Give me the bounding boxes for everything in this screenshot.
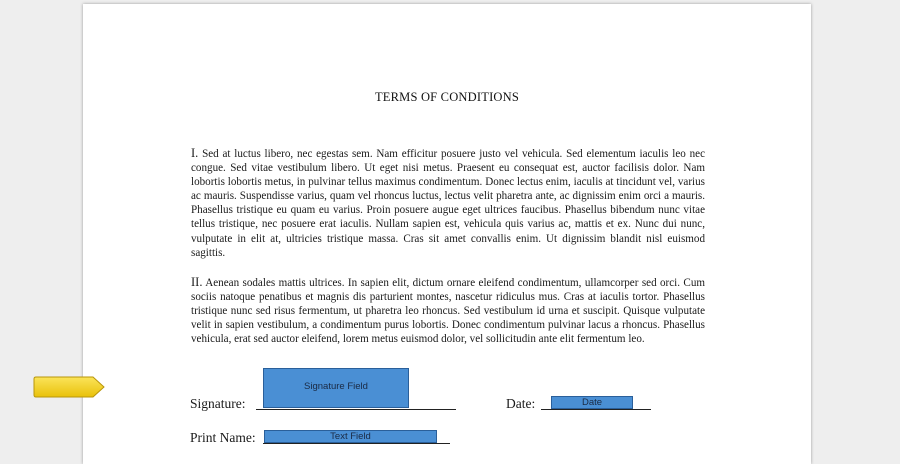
- print-name-label: Print Name:: [190, 430, 256, 445]
- date-label: Date:: [506, 396, 536, 411]
- section-2: [191, 275, 705, 346]
- section-2-text: Aenean sodales mattis ultrices. In sapien elit, dictum ornare eleifend condimentum, ullamcorper sed orci. Cum sociis natoque penatibus et magnis dis parturient montes, nascetur ridiculus mus. Cras at iaculis tortor. Phasellus tristique nunc sed risus fermentum, ut pharetra leo rhoncus. Sed vestibulum id urna et suscipit. Quisque vulputate velit in sapien vestibulum, a condimentum purus lobortis. Donec condimentum pulvinar lacus a rhoncus. Phasellus vehicula, erat sed auctor eleifend, lorem metus euismod dolor, vel sollicitudin ante elit fermentum leo.: [191, 277, 705, 346]
- section-1-numeral: I.: [191, 146, 199, 160]
- section-1-text: Sed at luctus libero, nec egestas sem. Nam efficitur posuere justo vel vehicula. Sed elementum iaculis leo nec congue. Sed vitae vestibulum libero. Ut eget nisi metus. Praesent eu consequat est, auctor facilisis dolor. Nam lobortis lobortis metus, in pulvinar tellus maximus condimentum. Donec lectus enim, iaculis at tincidunt vel, varius ac mauris. Suspendisse varius, quam vel rhoncus luctus, lectus velit pharetra ante, ac dignissim enim orci a mauris. Phasellus tristique eu quam eu varius. Proin posuere augue eget ultrices faucibus. Phasellus bibendum nunc vitae tellus tristique, nec posuere erat iaculis. Nullam sapien est, vehicula quis varius ac, mattis et ex. Nunc dui nunc, vulputate in elit at, ultricies tristique massa. Cras sit amet convallis enim. Ut dignissim blandit nisl euismod sagittis.: [191, 148, 705, 259]
- signature-field[interactable]: Signature Field: [263, 368, 409, 408]
- arrow-icon[interactable]: [33, 376, 105, 398]
- date-field[interactable]: Date: [551, 396, 633, 409]
- print-name-line: [263, 443, 450, 444]
- date-line: [541, 409, 651, 410]
- document-page: [83, 4, 811, 464]
- signature-label: Signature:: [190, 396, 246, 411]
- section-2-numeral: II.: [191, 275, 203, 289]
- signature-line: [256, 409, 456, 410]
- document-title: TERMS OF CONDITIONS: [374, 90, 520, 104]
- section-1: [191, 146, 705, 260]
- print-name-field[interactable]: Text Field: [264, 430, 437, 443]
